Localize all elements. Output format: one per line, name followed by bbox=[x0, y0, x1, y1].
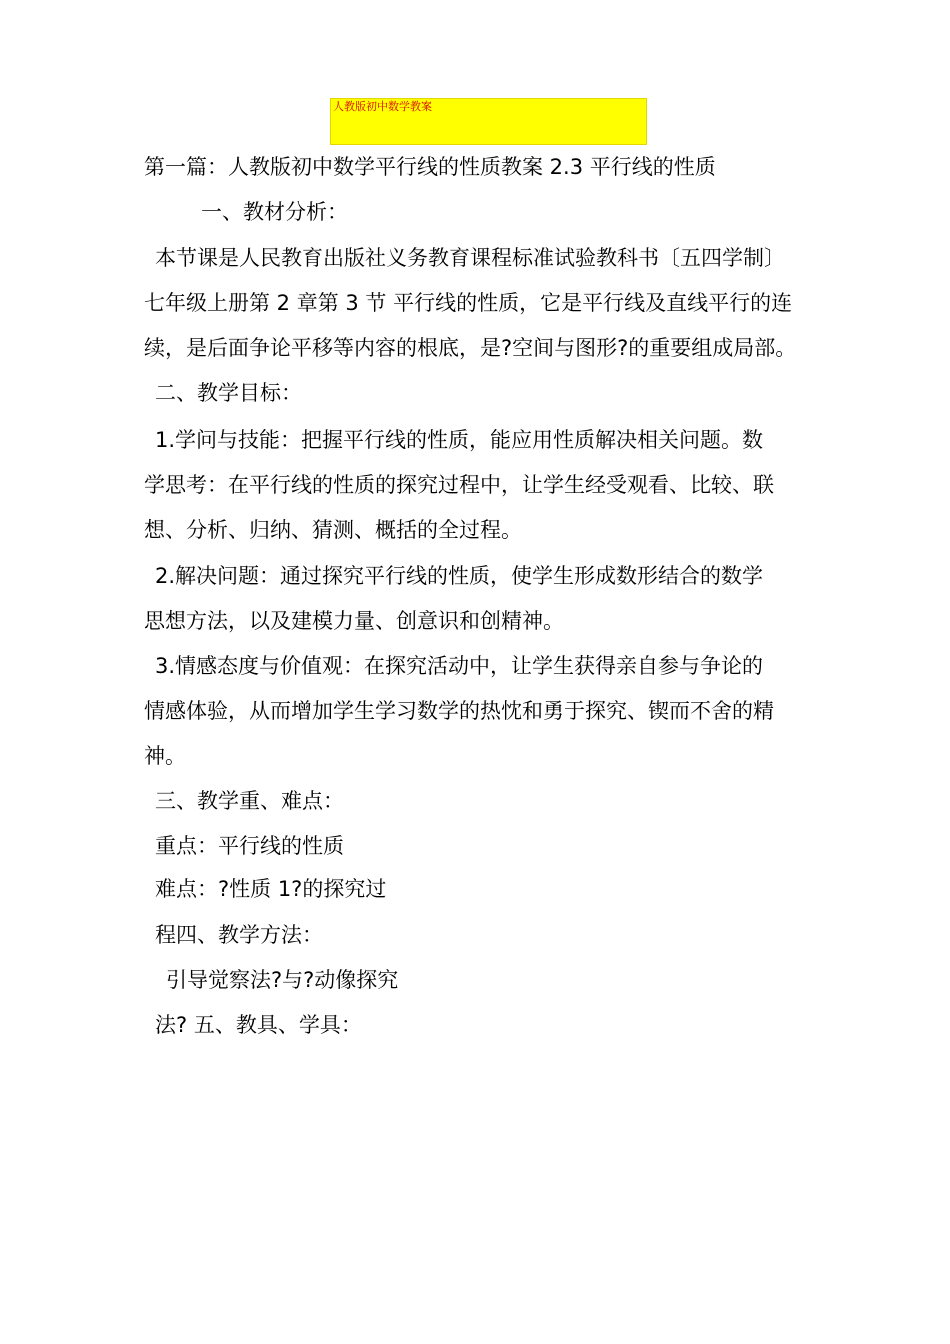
section-heading: 二、教学目标： bbox=[155, 381, 302, 405]
paragraph-line: 2.解决问题：通过探究平行线的性质，使学生形成数形结合的数学 bbox=[155, 564, 764, 588]
paragraph-line: 情感体验，从而增加学生学习数学的热忱和勇于探究、锲而不舍的精 bbox=[144, 699, 774, 723]
paragraph-line: 神。 bbox=[144, 744, 186, 768]
paragraph-line: 引导觉察法?与?动像探究 bbox=[166, 968, 399, 992]
section-heading: 三、教学重、难点： bbox=[155, 789, 344, 813]
paragraph-line: 想、分析、归纳、猜测、概括的全过程。 bbox=[144, 518, 522, 542]
section-heading: 一、教材分析： bbox=[201, 200, 348, 224]
header-label: 人教版初中数学教案 bbox=[333, 100, 432, 113]
paragraph-line: 学思考：在平行线的性质的探究过程中，让学生经受观看、比较、联 bbox=[144, 473, 774, 497]
paragraph-line: 法? 五、教具、学具： bbox=[155, 1013, 362, 1037]
paragraph-line: 1.学问与技能：把握平行线的性质，能应用性质解决相关问题。数 bbox=[155, 428, 764, 452]
header-banner bbox=[330, 98, 647, 145]
paragraph-line: 难点：?性质 1?的探究过 bbox=[155, 877, 387, 901]
paragraph-line: 七年级上册第 2 章第 3 节 平行线的性质，它是平行线及直线平行的连 bbox=[144, 291, 793, 315]
paragraph-line: 程四、教学方法： bbox=[155, 923, 323, 947]
document-title: 第一篇：人教版初中数学平行线的性质教案 2.3 平行线的性质 bbox=[144, 155, 716, 179]
paragraph-line: 3.情感态度与价值观：在探究活动中，让学生获得亲自参与争论的 bbox=[155, 654, 764, 678]
paragraph-line: 本节课是人民教育出版社义务教育课程标准试验教科书〔五四学制〕 bbox=[155, 246, 785, 270]
paragraph-line: 思想方法，以及建模力量、创意识和创精神。 bbox=[144, 609, 564, 633]
paragraph-line: 重点：平行线的性质 bbox=[155, 834, 344, 858]
paragraph-line: 续，是后面争论平移等内容的根底，是?空间与图形?的重要组成局部。 bbox=[144, 336, 797, 360]
